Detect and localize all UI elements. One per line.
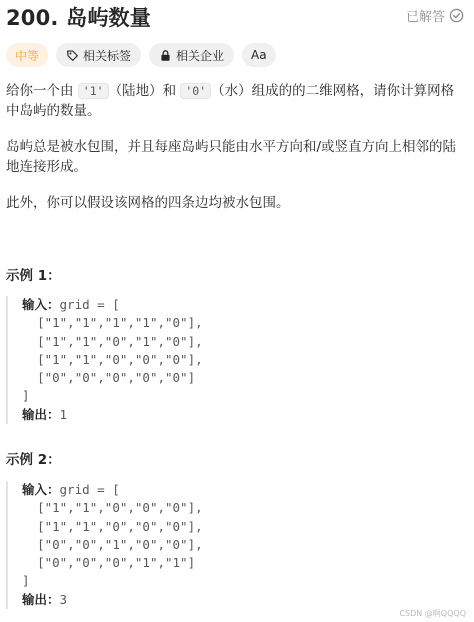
example-2-block — [6, 481, 306, 609]
font-size-icon: Aa — [251, 48, 267, 62]
related-companies-label: 相关企业 — [176, 48, 225, 63]
description-paragraph-3: 此外，你可以假设该网格的四条边均被水包围。 — [6, 195, 290, 211]
circle-check-icon — [449, 8, 464, 23]
example-1-input-line: 输入：grid = [ — [22, 297, 120, 312]
example-2-row: ["1","1","0","0","0"], — [37, 518, 203, 534]
example-1-row: ["1","1","0","1","0"], — [37, 333, 203, 349]
tag-bar — [6, 43, 276, 67]
example-2-row: ["0","0","0","1","1"] — [37, 555, 196, 571]
watermark: CSDN @啊QQQQ — [399, 609, 466, 618]
related-companies-button[interactable] — [149, 43, 234, 67]
example-1-row: ["1","1","1","1","0"], — [37, 315, 203, 331]
inline-code-water: '0' — [180, 83, 211, 99]
example-2-row: ["0","0","1","0","0"], — [37, 536, 203, 552]
problem-header — [6, 2, 464, 30]
example-1-row: ["1","1","0","0","0"], — [37, 351, 203, 367]
example-2-input-tail: ] — [22, 573, 30, 589]
description-paragraph-2: 岛屿总是被水包围，并且每座岛屿只能由水平方向和/或竖直方向上相邻的陆地连接形成。 — [6, 139, 457, 175]
example-2-row: ["1","1","0","0","0"], — [37, 500, 203, 516]
tag-icon — [66, 49, 79, 62]
description-paragraph-1: 给你一个由 '1' （陆地）和 '0' （水）组成的的二维网格，请你计算网格中岛屿的数量。 — [6, 83, 455, 119]
solved-label: 已解答 — [405, 10, 445, 25]
example-2-output-line: 输出：3 — [22, 591, 68, 607]
related-tags-label: 相关标签 — [83, 48, 132, 63]
font-toggle-button[interactable] — [242, 43, 276, 67]
difficulty-badge[interactable] — [6, 43, 48, 67]
example-1-output-line: 输出：1 — [22, 406, 68, 422]
inline-code-land: '1' — [78, 83, 109, 99]
example-1-title: 示例 1： — [6, 268, 61, 284]
problem-title: 200. 岛屿数量 — [6, 6, 151, 30]
example-2-input-line: 输入：grid = [ — [22, 482, 120, 497]
example-1-input-tail: ] — [22, 388, 30, 404]
lock-icon — [159, 49, 172, 62]
example-2-title: 示例 2： — [6, 452, 61, 468]
difficulty-label: 中等 — [15, 48, 40, 63]
example-1-row: ["0","0","0","0","0"] — [37, 370, 196, 386]
solved-status — [406, 6, 464, 25]
related-tags-button[interactable] — [56, 43, 141, 67]
example-1-block — [6, 296, 306, 424]
